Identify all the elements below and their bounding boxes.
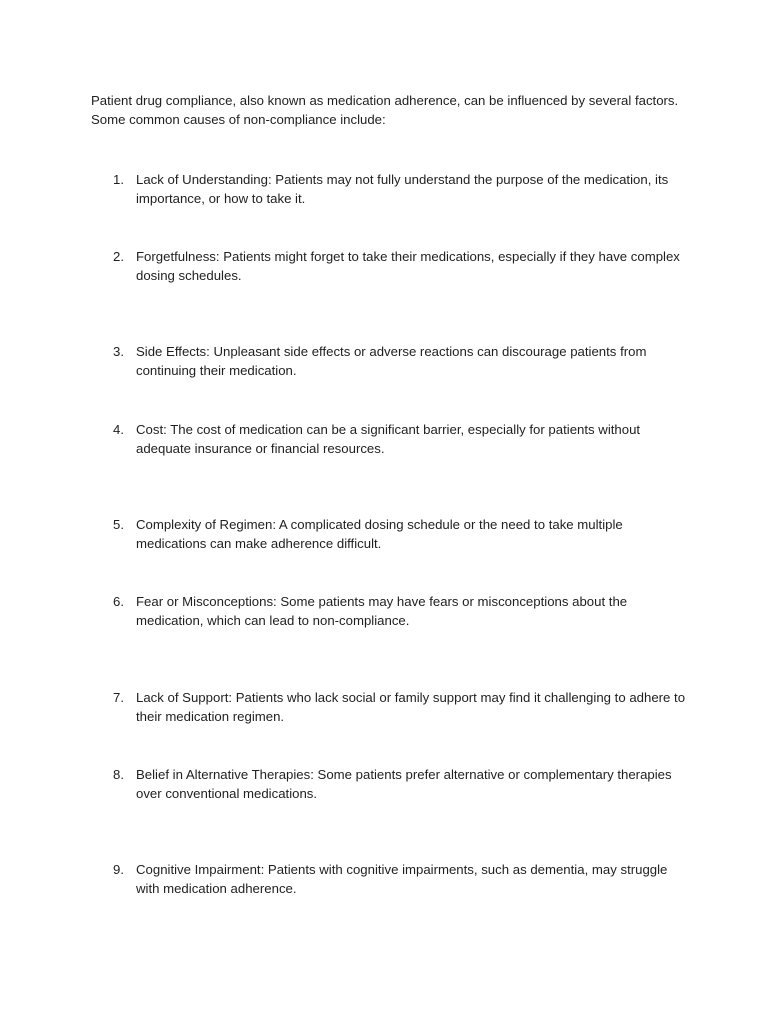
list-item-number: 4. bbox=[113, 422, 124, 437]
list-item bbox=[104, 688, 694, 726]
list-item bbox=[104, 420, 694, 458]
list-item-number: 6. bbox=[113, 594, 124, 609]
list-item bbox=[104, 342, 694, 380]
list-item-number: 5. bbox=[113, 517, 124, 532]
list-item-text: Side Effects: Unpleasant side effects or adverse reactions can discourage patients from continuing their medication. bbox=[136, 344, 647, 378]
list-item-number: 8. bbox=[113, 767, 124, 782]
list-item-text: Cognitive Impairment: Patients with cognitive impairments, such as dementia, may struggle with medication adherence. bbox=[136, 862, 668, 896]
list-item-number: 2. bbox=[113, 249, 124, 264]
list-item-text: Lack of Support: Patients who lack social or family support may find it challenging to adhere to their medication regimen. bbox=[136, 690, 686, 724]
list-item-text: Cost: The cost of medication can be a significant barrier, especially for patients without adequate insurance or financial resources. bbox=[136, 422, 641, 456]
list-item-number: 9. bbox=[113, 862, 124, 877]
intro-paragraph: Patient drug compliance, also known as medication adherence, can be influenced by several factors. Some common causes of non-compliance include: bbox=[91, 93, 679, 127]
list-item bbox=[104, 247, 694, 285]
list-item-text: Forgetfulness: Patients might forget to take their medications, especially if they have complex dosing schedules. bbox=[136, 249, 680, 283]
list-item-number: 7. bbox=[113, 690, 124, 705]
list-item bbox=[104, 592, 694, 630]
list-item bbox=[104, 860, 694, 898]
list-item-text: Belief in Alternative Therapies: Some patients prefer alternative or complementary therapies over conventional medications. bbox=[136, 767, 672, 801]
list-item-number: 1. bbox=[113, 172, 124, 187]
list-item bbox=[104, 515, 694, 553]
list-item-text: Lack of Understanding: Patients may not fully understand the purpose of the medication, its importance, or how to take it. bbox=[136, 172, 669, 206]
list-item-text: Fear or Misconceptions: Some patients may have fears or misconceptions about the medication, which can lead to non-compliance. bbox=[136, 594, 628, 628]
list-item-number: 3. bbox=[113, 344, 124, 359]
list-item bbox=[104, 170, 694, 208]
list-item-text: Complexity of Regimen: A complicated dosing schedule or the need to take multiple medications can make adherence difficult. bbox=[136, 517, 623, 551]
list-item bbox=[104, 765, 694, 803]
